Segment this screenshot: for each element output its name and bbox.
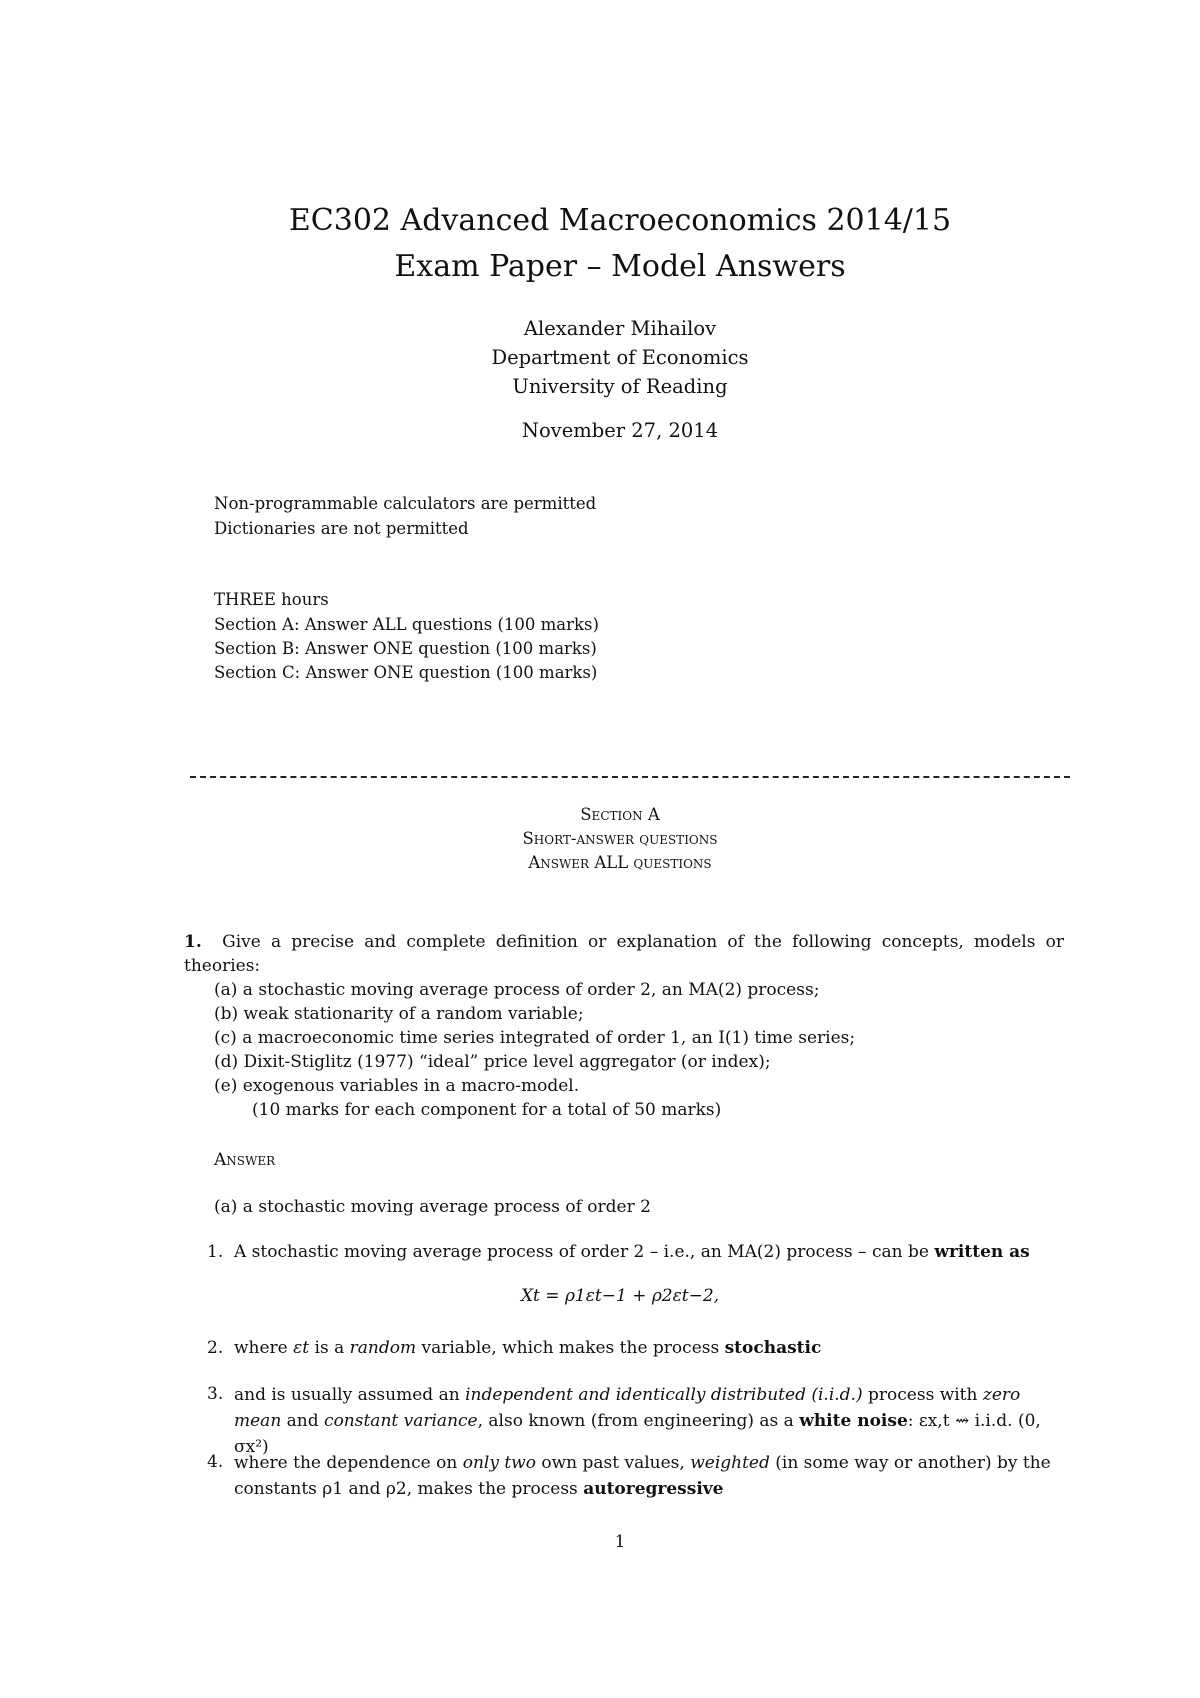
university: University of Reading xyxy=(512,375,728,398)
epsilon-variable: εt xyxy=(293,1338,310,1358)
answer-item-2-number: 2. xyxy=(207,1338,224,1358)
answer-item-4-a: where the dependence on xyxy=(234,1453,463,1473)
section-a-subheading: Short-answer questions xyxy=(522,829,718,848)
answer-item-3 xyxy=(234,1382,1064,1460)
answer-item-4-number: 4. xyxy=(207,1452,224,1472)
answer-item-3-d: , also known (from engineering) as a xyxy=(477,1411,800,1431)
section-a-instruction: Section A: Answer ALL questions (100 marks) xyxy=(214,615,599,634)
answer-item-3-e: : εx,t ⇝ i.i.d. (0, σx²) xyxy=(234,1411,1041,1457)
question-1 xyxy=(184,930,1064,978)
answer-item-3-a: and is usually assumed an xyxy=(234,1385,466,1405)
ma2-equation: Xt = ρ1εt−1 + ρ2εt−2, xyxy=(520,1286,720,1306)
answer-item-4-c: (in some way or another) by the constants ρ1 and ρ2, makes the process xyxy=(234,1453,1051,1499)
department: Department of Economics xyxy=(491,346,749,369)
question-1-part-a: (a) a stochastic moving average process of order 2, an MA(2) process; xyxy=(214,980,820,1000)
answer-subheading: (a) a stochastic moving average process of order 2 xyxy=(214,1197,651,1217)
answer-item-2-pre: where xyxy=(234,1338,294,1358)
exam-duration: THREE hours xyxy=(214,590,329,609)
page-number: 1 xyxy=(614,1532,626,1552)
answer-item-1-number: 1. xyxy=(207,1242,224,1262)
answer-item-4-b: own past values, xyxy=(535,1453,691,1473)
date: November 27, 2014 xyxy=(521,419,719,442)
question-1-marks: (10 marks for each component for a total of 50 marks) xyxy=(252,1100,722,1120)
question-1-part-e: (e) exogenous variables in a macro-model. xyxy=(214,1076,580,1096)
answer-heading: Answer xyxy=(214,1150,276,1170)
question-1-number: 1. xyxy=(184,932,202,952)
question-1-part-b: (b) weak stationarity of a random variable; xyxy=(214,1004,584,1024)
answer-item-1-bold: written as xyxy=(934,1242,1030,1262)
author-name: Alexander Mihailov xyxy=(523,317,717,340)
rule-calculators: Non-programmable calculators are permitted xyxy=(214,494,597,513)
answer-item-4-autoregressive: autoregressive xyxy=(583,1479,724,1499)
answer-item-3-c: and xyxy=(281,1411,325,1431)
rule-dictionaries: Dictionaries are not permitted xyxy=(214,519,469,538)
answer-item-3-iid: independent and identically distributed (i.i.d.) xyxy=(465,1385,863,1405)
question-1-part-c: (c) a macroeconomic time series integrated of order 1, an I(1) time series; xyxy=(214,1028,856,1048)
title-line-1: EC302 Advanced Macroeconomics 2014/15 xyxy=(288,203,952,238)
section-c-instruction: Section C: Answer ONE question (100 marks) xyxy=(214,663,598,682)
answer-item-1-text: A stochastic moving average process of order 2 – i.e., an MA(2) process – can be xyxy=(234,1242,935,1262)
answer-item-3-b: process with xyxy=(862,1385,983,1405)
answer-item-2-mid: is a xyxy=(309,1338,350,1358)
section-divider xyxy=(190,776,1070,778)
answer-item-4 xyxy=(234,1450,1064,1502)
section-a-heading: Section A xyxy=(580,805,660,824)
answer-item-2-bold: stochastic xyxy=(724,1338,822,1358)
answer-item-3-constant-variance: constant variance xyxy=(324,1411,478,1431)
answer-item-4-weighted: weighted xyxy=(690,1453,770,1473)
question-1-text: Give a precise and complete definition or explanation of the following concepts, models or theories: xyxy=(184,932,1064,976)
answer-item-4-only-two: only two xyxy=(462,1453,536,1473)
answer-item-3-number: 3. xyxy=(207,1384,224,1404)
answer-item-3-zero-mean: zero mean xyxy=(234,1385,1021,1431)
answer-item-2 xyxy=(234,1336,821,1360)
answer-item-2-post: variable, which makes the process xyxy=(416,1338,725,1358)
answer-item-2-italic: random xyxy=(349,1338,417,1358)
question-1-part-d: (d) Dixit-Stiglitz (1977) “ideal” price level aggregator (or index); xyxy=(214,1052,771,1072)
title-line-2: Exam Paper – Model Answers xyxy=(394,249,846,284)
section-a-instruction-heading: Answer ALL questions xyxy=(528,853,712,872)
answer-item-3-white-noise: white noise xyxy=(799,1411,908,1431)
answer-item-1 xyxy=(234,1240,1030,1264)
section-b-instruction: Section B: Answer ONE question (100 marks) xyxy=(214,639,597,658)
